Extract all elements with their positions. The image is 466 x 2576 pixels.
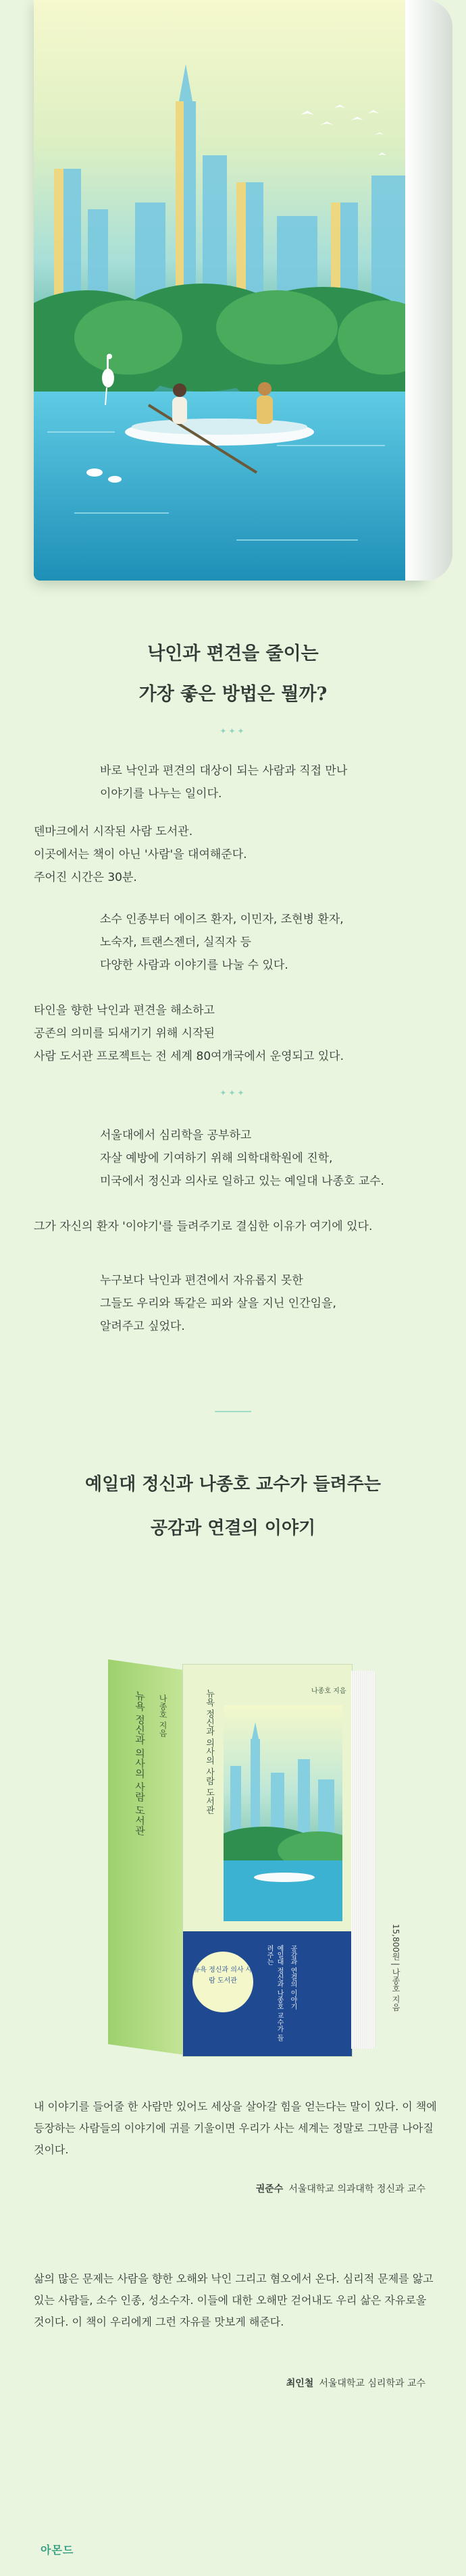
intro-paragraph-3: 소수 인종부터 에이즈 환자, 이민자, 조현병 환자, 노숙자, 트랜스젠더, 실직자 등 다양한 사람과 이야기를 나눌 수 있다. [100,913,344,972]
divider-stars-2: ✦✦✦ [219,1088,247,1098]
band-line-2: 공감과 연결의 이야기 [289,1945,296,2010]
review-2-text: 삶의 많은 문제는 사람을 향한 오해와 낙인 그리고 혐오에서 온다. 심리적 문제를 앓고 있는 사람들, 소수 인종, 성소수자. 이들에 대한 오해만 걷어내도 우리 삶은 자유로울 것이다. 이 책이 우리에게 그런 자유를 맛보게 해준다. [34,2272,434,2328]
spine-title: 뉴욕 정신과 의사의 사람 도서관 [134,1690,146,1837]
question-line-1: 낙인과 편견을 줄이는 [147,643,319,664]
question-line-2: 가장 좋은 방법은 뭘까? [138,684,328,705]
review-2-attribution [0,2376,425,2390]
review-2-author: 최인철 [286,2378,314,2389]
intro-paragraph-7: 누구보다 낙인과 편견에서 자유롭지 못한 그들도 우리와 똑같은 피와 살을 지닌 인간임을, 알려주고 싶었다. [100,1274,336,1333]
book-price: 15,800원 | 나종호 지음 [391,1924,400,2012]
book-spine [108,1659,189,2056]
intro-paragraph-4: 타인을 향한 낙인과 편견을 해소하고 공존의 의미를 되새기기 위해 시작된 사람 도서관 프로젝트는 전 세계 80여개국에서 운영되고 있다. [34,1004,344,1063]
review-1-text: 내 이야기를 들어줄 한 사람만 있어도 세상을 살아갈 힘을 얻는다는 말이 있다. 이 책에 등장하는 사람들의 이야기에 귀를 기울이면 우리가 사는 세계는 정말로 그만큼 나아질 것이다. [34,2100,437,2156]
book-badge: 뉴욕 정신과 의사 사람 도서관 [192,1952,253,2012]
cover-city-icon [224,1705,342,1921]
intro-paragraph-6: 그가 자신의 환자 '이야기'를 들려주기로 결심한 이유가 여기에 있다. [34,1220,373,1233]
cover-artwork [224,1705,342,1921]
publisher-logo: 아몬드 [41,2544,74,2556]
review-1-author: 권준수 [255,2184,284,2195]
book-front-cover [182,1664,353,2057]
book-product-image [108,1664,398,2062]
cover-illustration [34,0,425,581]
band-line-1: 예일대 정신과 나종호 교수가 들려주는 [265,1945,283,2041]
book-band [183,1931,352,2056]
spine-author: 나종호 지음 [158,1693,167,1738]
divider-stars: ✦✦✦ [219,726,247,736]
section2-title-2: 공감과 연결의 이야기 [150,1518,316,1538]
intro-paragraph-2: 덴마크에서 시작된 사람 도서관. 이곳에서는 책이 아닌 '사람'을 대여해준다. 주어진 시간은 30분. [34,825,247,884]
cover-author: 나종호 지음 [311,1688,346,1695]
intro-paragraph-5: 서울대에서 심리학을 공부하고 자살 예방에 기여하기 위해 의학대학원에 진학, 미국에서 정신과 의사로 일하고 있는 예일대 나종호 교수. [100,1129,384,1188]
city-lake-artwork [34,0,425,581]
review-2-affiliation: 서울대학교 심리학과 교수 [319,2378,425,2389]
cover-title: 뉴욕 정신과 의사의 사람 도서관 [204,1689,214,1815]
section2-title-1: 예일대 정신과 나종호 교수가 들려주는 [84,1474,382,1495]
section-divider [215,1411,251,1412]
review-1-affiliation: 서울대학교 의과대학 정신과 교수 [288,2184,425,2195]
hero-illustration [0,0,466,581]
intro-paragraph-1: 바로 낙인과 편견의 대상이 되는 사람과 직접 만나 이야기를 나누는 일이다. [100,764,348,801]
book-page-edge [405,0,452,581]
review-1-attribution [0,2182,425,2195]
book-page-edges [351,1671,376,2049]
